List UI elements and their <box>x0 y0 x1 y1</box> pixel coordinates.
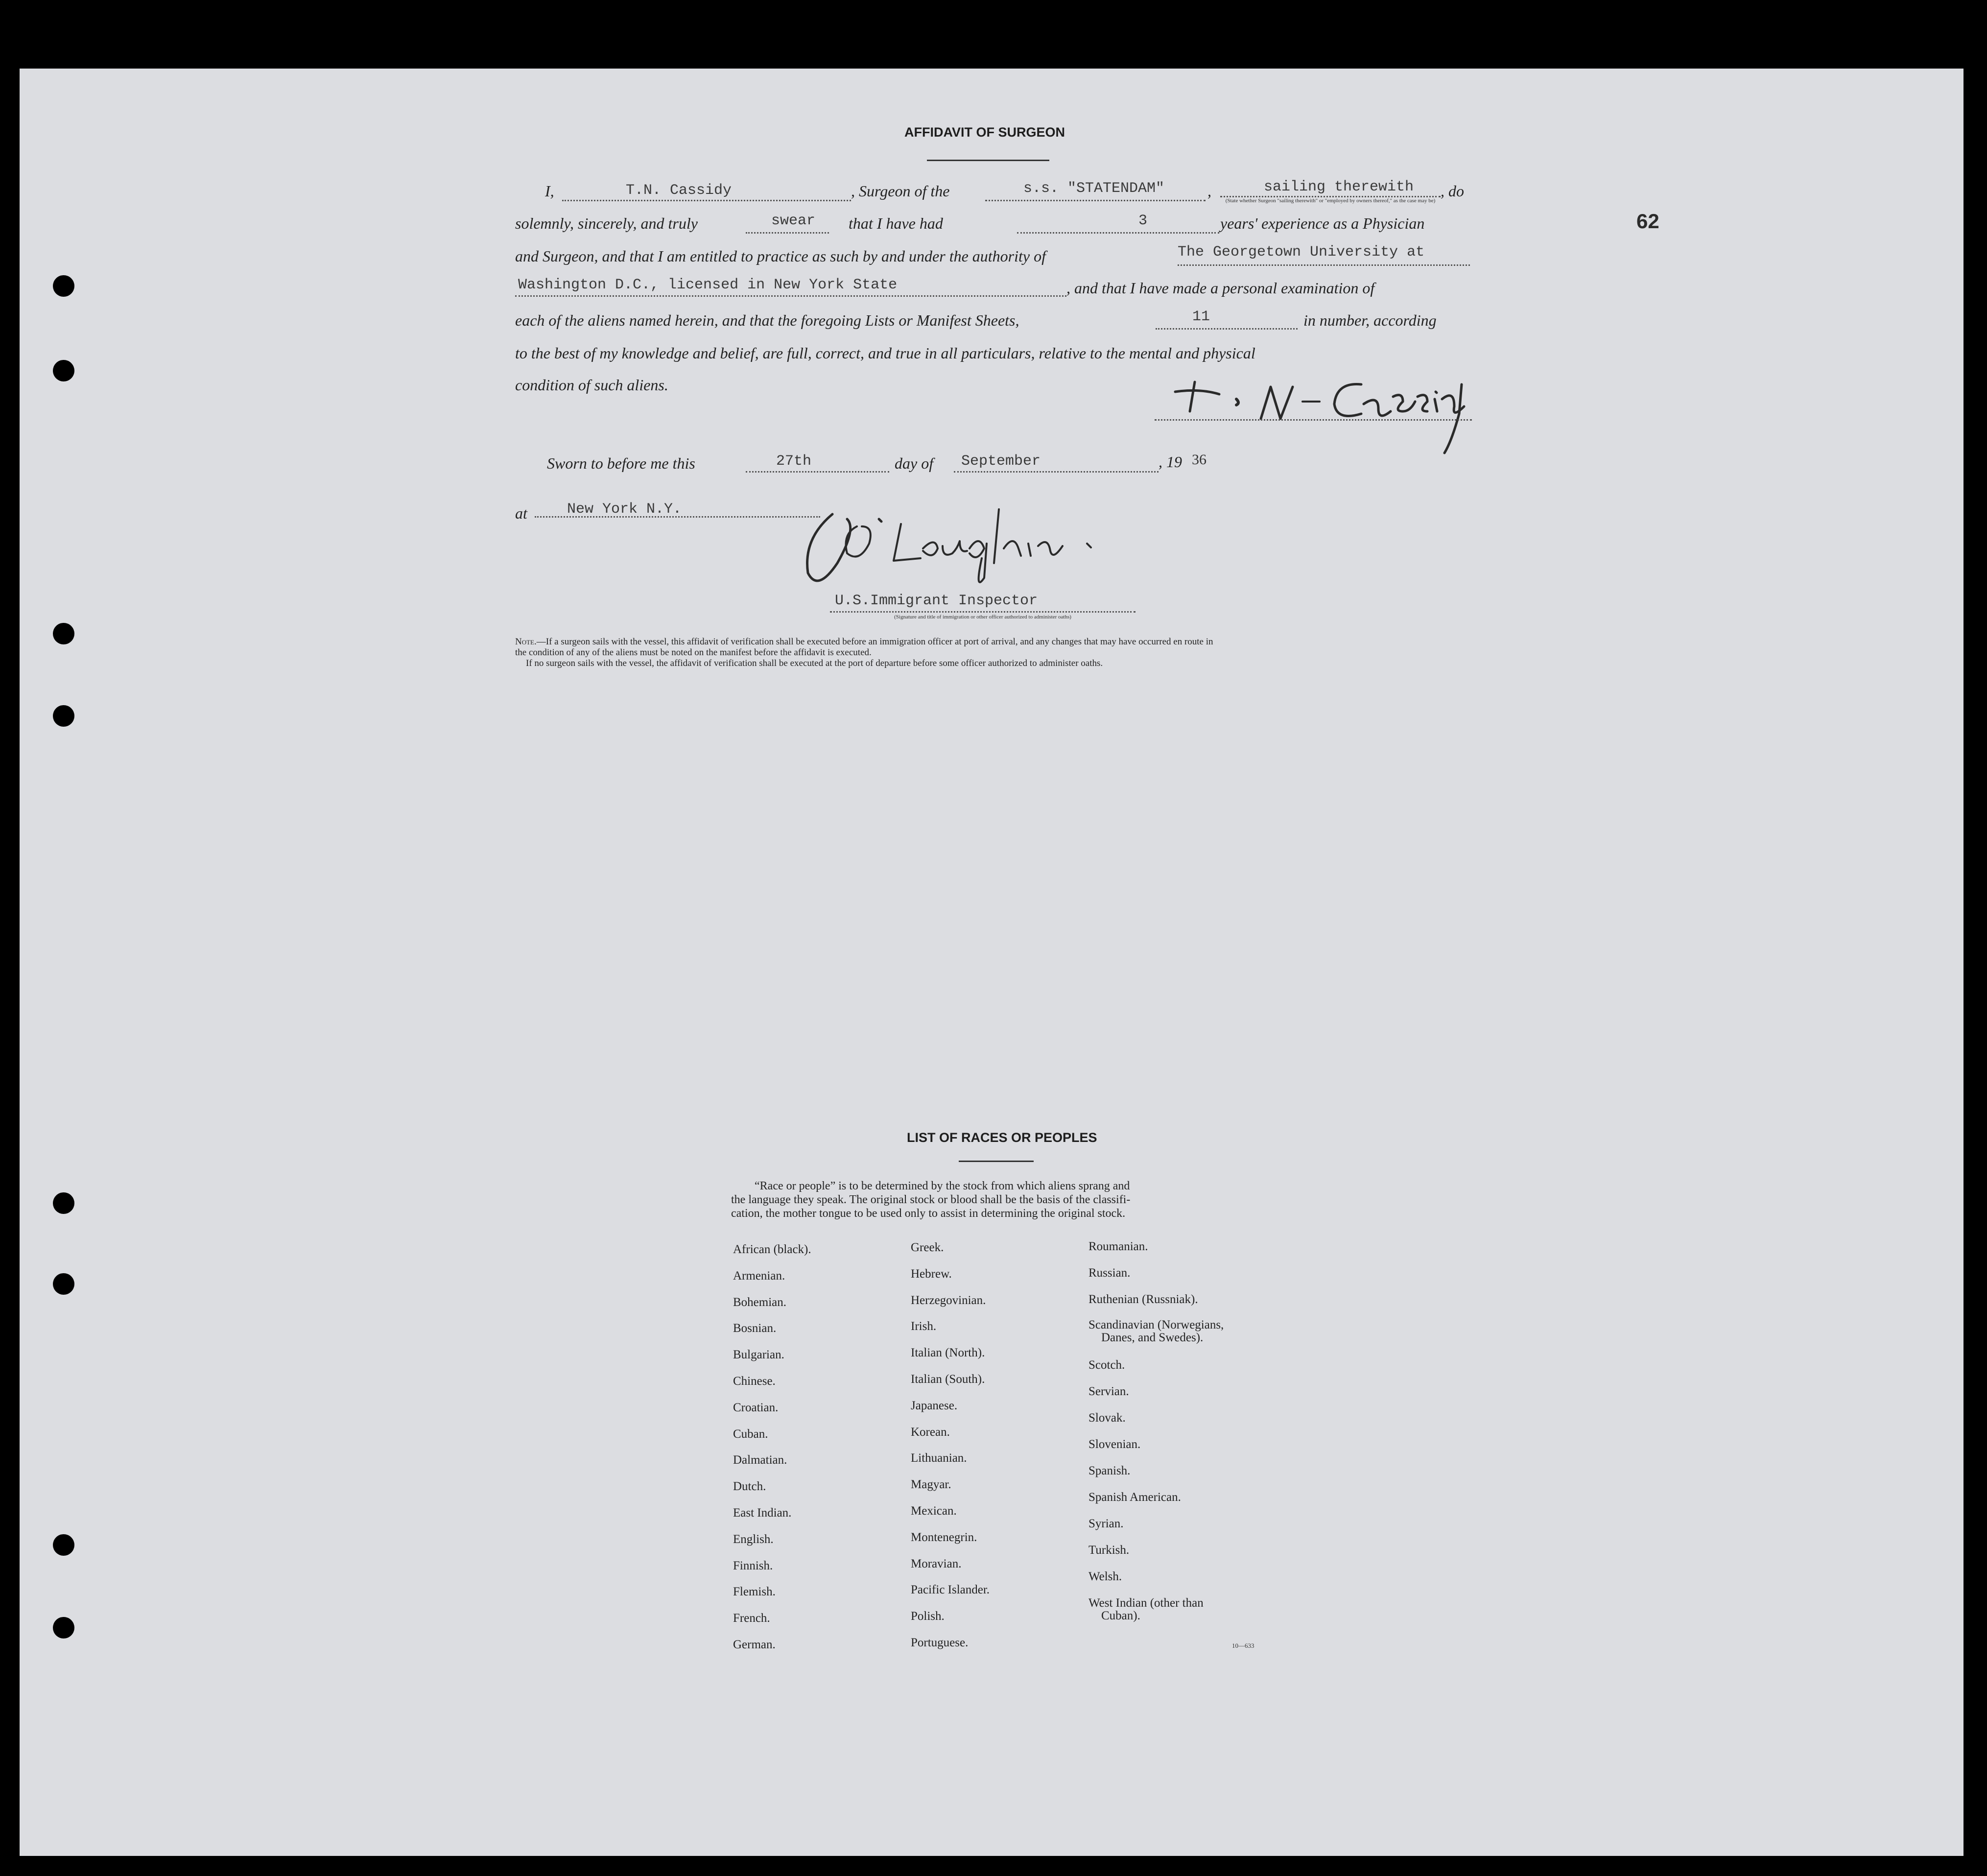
binder-hole <box>53 1617 74 1639</box>
race-list-item: Roumanian. <box>1088 1240 1148 1253</box>
race-list-item: East Indian. <box>733 1506 792 1520</box>
race-list-item: Spanish American. <box>1088 1491 1181 1504</box>
text-do: , do <box>1441 182 1464 200</box>
text-examination: , and that I have made a personal examination of <box>1066 279 1375 297</box>
text-that-had: that I have had <box>849 214 943 232</box>
authority-line <box>1178 264 1470 266</box>
race-list-item: Herzegovinian. <box>911 1293 986 1307</box>
text-year-prefix: , 19 <box>1159 453 1182 471</box>
vessel-line <box>985 200 1206 201</box>
binder-hole <box>53 360 74 381</box>
race-list-item: Pacific Islander. <box>911 1583 990 1597</box>
note-text-3: If no surgeon sails with the vessel, the affidavit of verification shall be executed at the port of departure before some officer authorized to administer oaths. <box>526 658 1103 668</box>
oath-field: swear <box>771 213 816 229</box>
binder-hole <box>53 705 74 727</box>
intro-line-1: “Race or people” is to be determined by the stock from which aliens sprang and <box>755 1180 1130 1192</box>
sworn-day-field: 27th <box>776 453 812 470</box>
race-list-item: Dutch. <box>733 1480 766 1494</box>
relation-instruction: (State whether Surgeon "sailing therewith" or "employed by owners thereof," as the case may be) <box>1225 198 1436 204</box>
race-list-item: Scotch. <box>1088 1358 1125 1372</box>
document-page <box>20 69 1963 1856</box>
name-line <box>562 200 851 201</box>
relation-line <box>1220 196 1441 197</box>
race-list-item: Danes, and Swedes). <box>1101 1331 1204 1344</box>
note-text-1: —If a surgeon sails with the vessel, this affidavit of verification shall be executed before an immigration officer at port of arrival, and any changes that may have occurred en route in <box>536 637 1213 647</box>
text-solemnly: solemnly, sincerely, and truly <box>515 214 698 232</box>
race-list-item: Hebrew. <box>911 1267 952 1281</box>
text-day-of: day of <box>895 454 934 472</box>
race-list-item: Armenian. <box>733 1269 785 1282</box>
form-number: 10—633 <box>1232 1642 1254 1649</box>
text-sworn: Sworn to before me this <box>547 454 695 472</box>
race-list-item: Slovenian. <box>1088 1438 1141 1451</box>
text-foregoing: each of the aliens named herein, and that the foregoing Lists or Manifest Sheets, <box>515 311 1019 329</box>
officer-title-field: U.S.Immigrant Inspector <box>835 593 1038 609</box>
relation-field: sailing therewith <box>1264 179 1414 195</box>
race-list-item: Bohemian. <box>733 1295 787 1309</box>
page-number: 62 <box>1636 210 1659 233</box>
race-list-item: Polish. <box>911 1610 945 1623</box>
race-list-item: German. <box>733 1638 776 1651</box>
sworn-month-field: September <box>961 453 1041 470</box>
races-title-underline <box>959 1161 1034 1162</box>
race-list-item: Turkish. <box>1088 1544 1130 1557</box>
years-field: 3 <box>1138 213 1148 229</box>
race-list-item: West Indian (other than <box>1088 1596 1204 1610</box>
vessel-name-field: s.s. "STATENDAM" <box>1023 180 1165 197</box>
binder-hole <box>53 623 74 644</box>
authority-cont-line <box>515 295 1066 297</box>
surgeon-signature-line <box>1155 419 1472 421</box>
races-title: LIST OF RACES OR PEOPLES <box>907 1130 1097 1145</box>
race-list-item: Slovak. <box>1088 1411 1126 1425</box>
count-line <box>1156 328 1298 330</box>
text-best-knowledge: to the best of my knowledge and belief, are full, correct, and true in all particulars, relative to the mental and physical <box>515 344 1255 362</box>
race-list-item: Russian. <box>1088 1266 1131 1280</box>
race-list-item: Lithuanian. <box>911 1451 967 1465</box>
binder-hole <box>53 1273 74 1295</box>
surgeon-name-field: T.N. Cassidy <box>626 182 732 199</box>
race-list-item: Flemish. <box>733 1585 776 1599</box>
race-list-item: Servian. <box>1088 1385 1129 1398</box>
race-list-item: Spanish. <box>1088 1464 1131 1477</box>
race-list-item: Bulgarian. <box>733 1348 784 1362</box>
text-condition: condition of such aliens. <box>515 376 668 394</box>
title-underline <box>927 160 1049 161</box>
text-authority: and Surgeon, and that I am entitled to practice as such by and under the authority of <box>515 247 1046 265</box>
race-list-item: Dalmatian. <box>733 1453 787 1467</box>
binder-hole <box>53 1534 74 1556</box>
race-list-item: Bosnian. <box>733 1322 777 1335</box>
race-list-item: Irish. <box>911 1320 937 1333</box>
surgeon-signature <box>1156 365 1469 463</box>
text-experience: years' experience as a Physician <box>1220 214 1425 232</box>
authority-field: The Georgetown University at <box>1178 244 1425 261</box>
officer-signature <box>774 499 1116 597</box>
race-list-item: Ruthenian (Russniak). <box>1088 1293 1198 1306</box>
intro-line-2: the language they speak. The original stock or blood shall be the basis of the classifi- <box>731 1193 1131 1206</box>
race-list-item: Scandinavian (Norwegians, <box>1088 1318 1224 1331</box>
note-label: Note. <box>515 637 537 647</box>
race-list-item: Welsh. <box>1088 1570 1122 1583</box>
race-list-item: Greek. <box>911 1241 944 1254</box>
race-list-item: Italian (North). <box>911 1346 985 1360</box>
text-in-number: in number, according <box>1303 311 1437 329</box>
race-list-item: Finnish. <box>733 1559 773 1572</box>
authority-cont-field: Washington D.C., licensed in New York State <box>518 277 898 293</box>
note-block <box>515 637 1475 669</box>
race-list-item: Croatian. <box>733 1401 779 1414</box>
text-comma: , <box>1207 182 1211 200</box>
oath-line <box>746 232 829 234</box>
text-i: I, <box>545 182 554 200</box>
years-line <box>1017 232 1219 234</box>
text-surgeon-of: , Surgeon of the <box>851 182 950 200</box>
race-list-item: English. <box>733 1532 774 1546</box>
race-list-item: Chinese. <box>733 1375 776 1388</box>
races-intro <box>731 1179 1270 1220</box>
race-list-item: Portuguese. <box>911 1636 969 1649</box>
race-list-item: Korean. <box>911 1425 950 1439</box>
race-list-item: French. <box>733 1612 770 1625</box>
race-list-item: Montenegrin. <box>911 1530 977 1544</box>
race-list-item: Moravian. <box>911 1557 962 1570</box>
sworn-year-field: 36 <box>1192 451 1206 468</box>
race-list-item: Cuban. <box>733 1427 768 1441</box>
race-list-item: Cuban). <box>1101 1609 1140 1622</box>
affidavit-title: AFFIDAVIT OF SURGEON <box>904 125 1065 140</box>
race-list-item: Syrian. <box>1088 1517 1124 1530</box>
intro-line-3: cation, the mother tongue to be used only to assist in determining the original stock. <box>731 1207 1126 1220</box>
note-text-2: the condition of any of the aliens must be noted on the manifest before the affidavit is executed. <box>515 647 872 658</box>
race-list-item: Italian (South). <box>911 1373 985 1386</box>
text-at: at <box>515 504 527 522</box>
officer-line <box>830 611 1135 613</box>
month-line <box>954 471 1159 473</box>
race-list-item: Mexican. <box>911 1504 957 1518</box>
sheet-count-field: 11 <box>1192 309 1210 325</box>
race-list-item: Magyar. <box>911 1478 951 1492</box>
race-list-item: Japanese. <box>911 1399 958 1412</box>
sworn-place-field: New York N.Y. <box>567 501 682 518</box>
day-line <box>746 471 889 473</box>
binder-hole <box>53 275 74 297</box>
officer-caption: (Signature and title of immigration or other officer authorized to administer oaths) <box>894 614 1071 620</box>
binder-hole <box>53 1192 74 1214</box>
race-list-item: African (black). <box>733 1243 811 1256</box>
